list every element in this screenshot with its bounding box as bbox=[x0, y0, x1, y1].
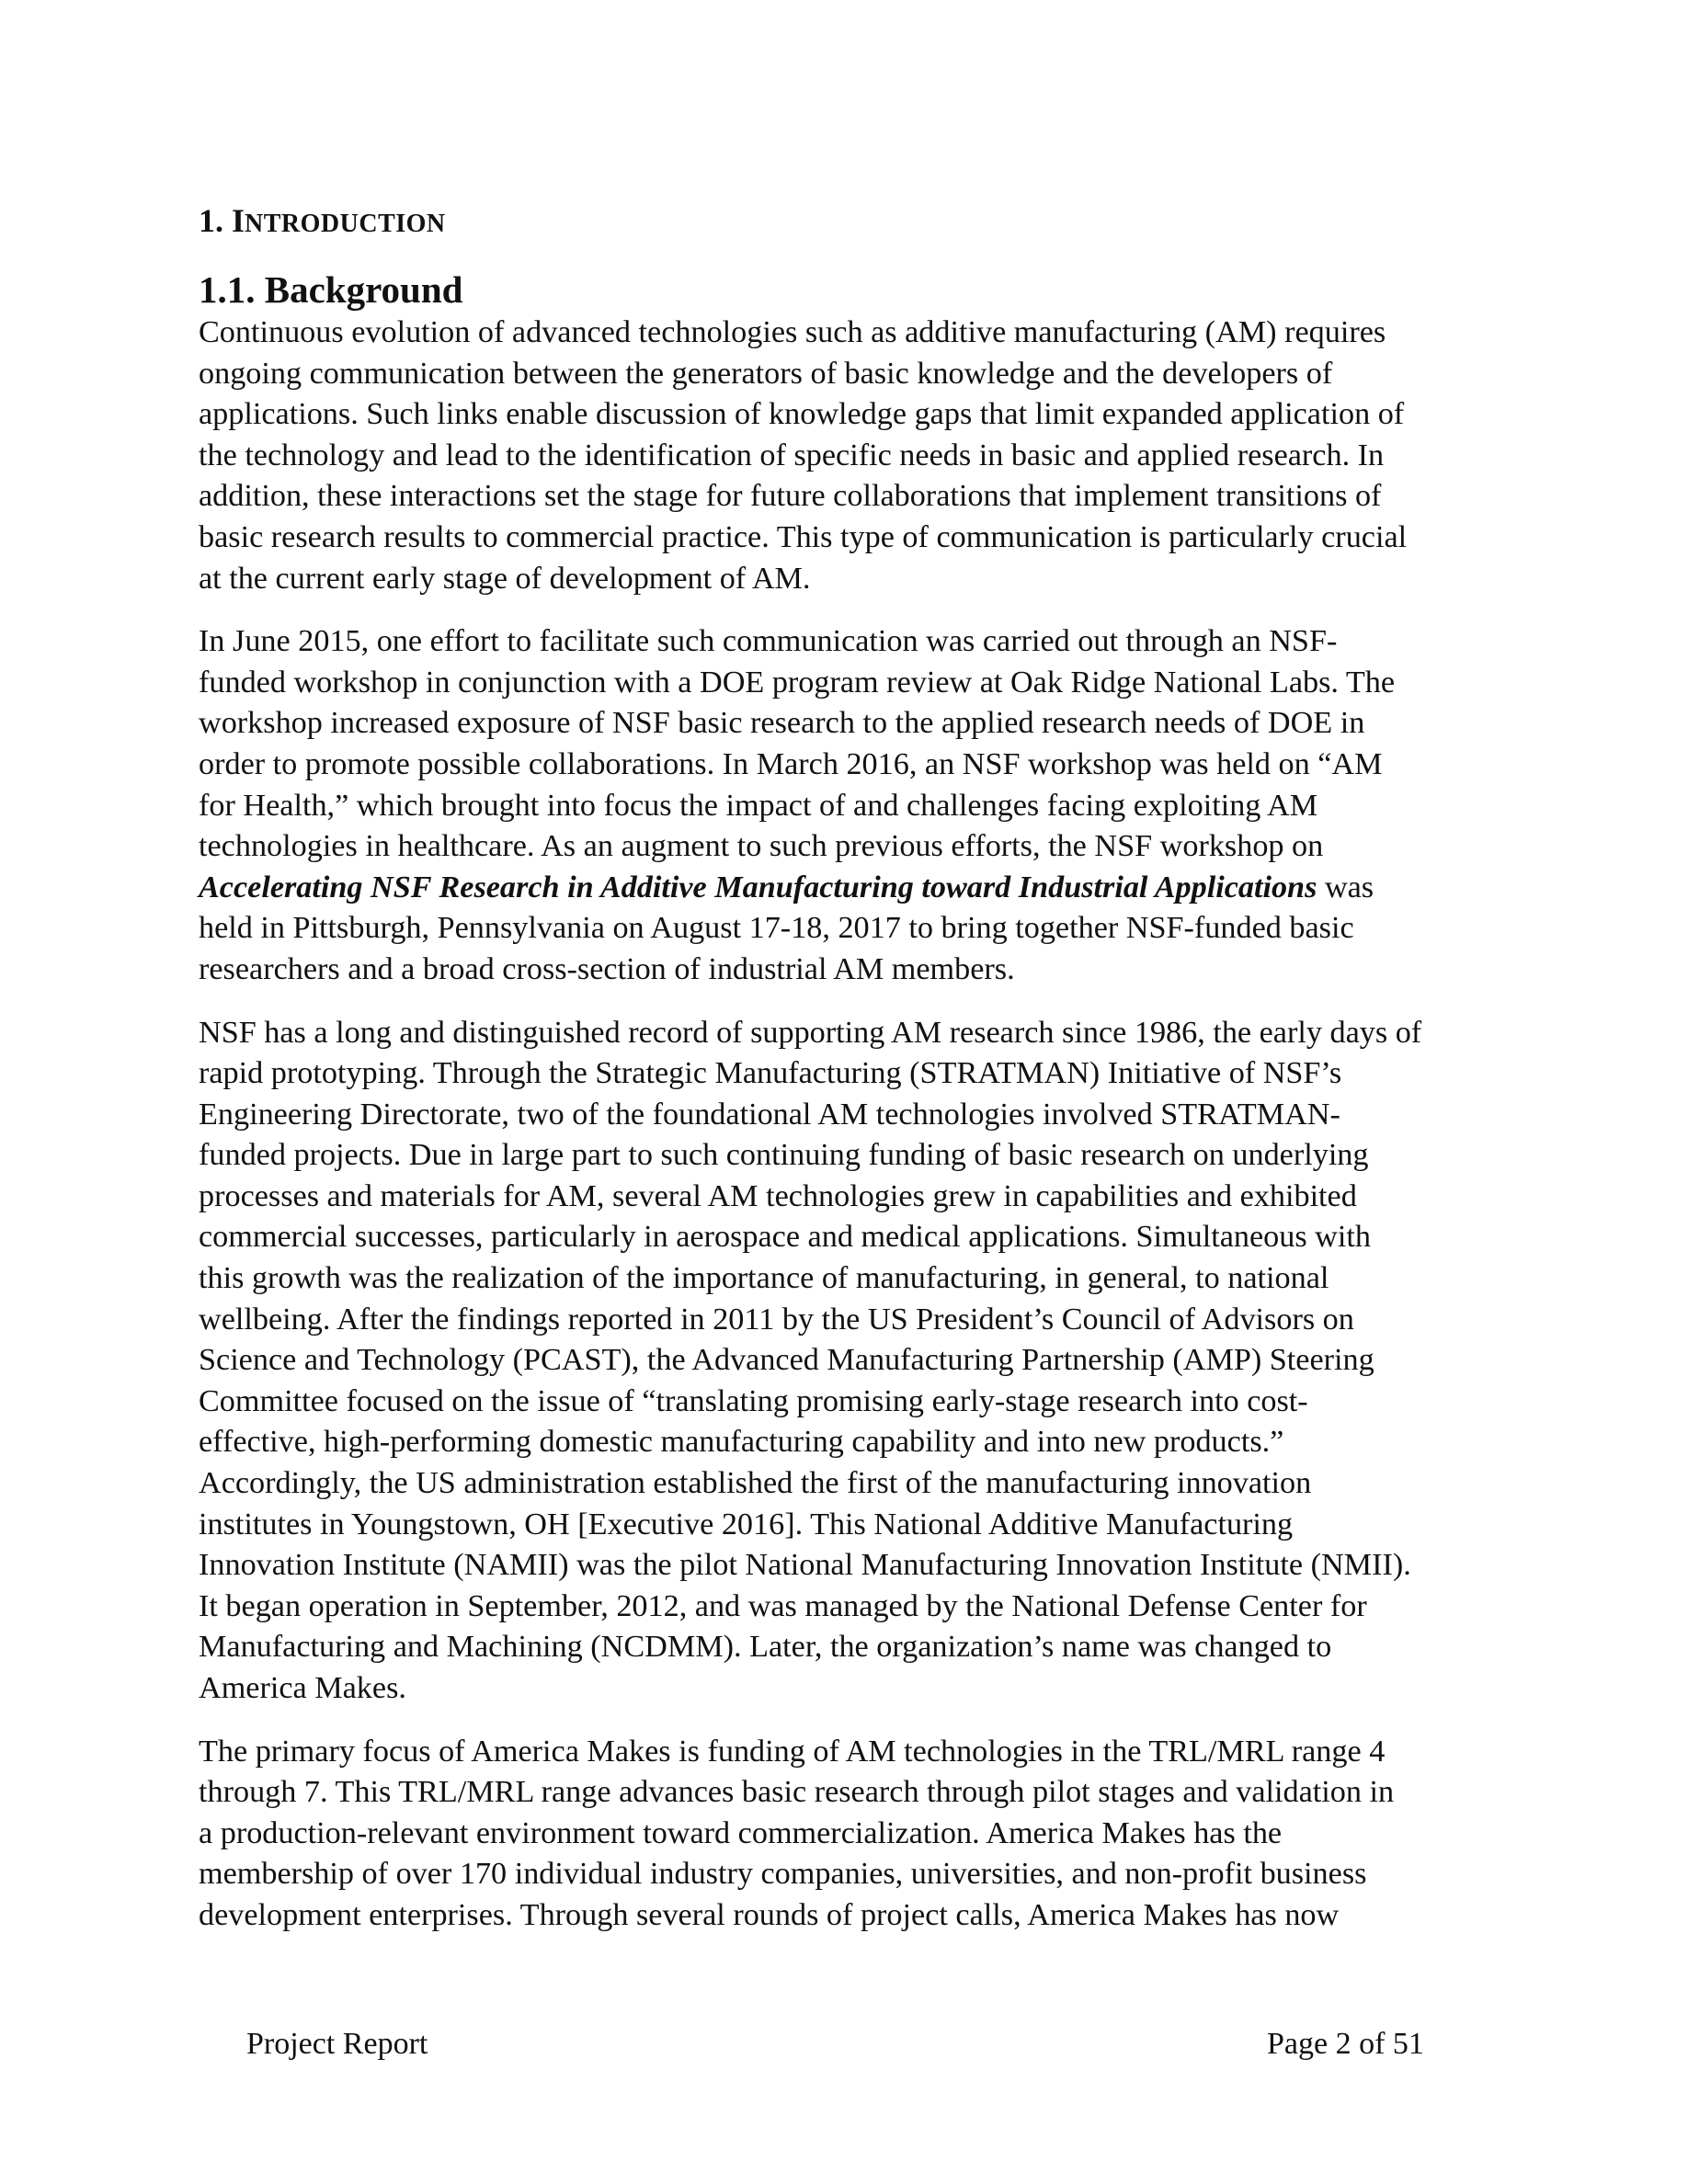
section-title-initial: I bbox=[232, 202, 245, 239]
paragraph-line: commercial successes, particularly in aerospace and medical applications. Simultaneous with bbox=[199, 1220, 1371, 1255]
paragraph-line: basic research results to commercial practice. This type of communication is particularly crucial bbox=[199, 519, 1408, 554]
paragraph-line: ongoing communication between the generators of basic knowledge and the developers of bbox=[199, 356, 1333, 391]
paragraph-line: held in Pittsburgh, Pennsylvania on August 17-18, 2017 to bring together NSF-funded basic bbox=[199, 911, 1354, 946]
paragraph-line: It began operation in September, 2012, and was managed by the National Defense Center for bbox=[199, 1588, 1367, 1623]
paragraph-line: In June 2015, one effort to facilitate such communication was carried out through an NSF- bbox=[199, 624, 1338, 659]
paragraph-line: funded projects. Due in large part to such continuing funding of basic research on underlying bbox=[199, 1138, 1369, 1173]
paragraph-line: rapid prototyping. Through the Strategic Manufacturing (STRATMAN) Initiative of NSF’s bbox=[199, 1056, 1342, 1091]
paragraph-line: development enterprises. Through several rounds of project calls, America Makes has now bbox=[199, 1897, 1340, 1932]
paragraph-1 bbox=[199, 313, 1495, 599]
paragraph-line: addition, these interactions set the stage for future collaborations that implement transitions of bbox=[199, 479, 1382, 514]
paragraph-line: Accordingly, the US administration established the first of the manufacturing innovation bbox=[199, 1466, 1312, 1501]
paragraph-line: researchers and a broad cross-section of industrial AM members. bbox=[199, 951, 1015, 986]
paragraph-line: at the current early stage of development of AM. bbox=[199, 561, 811, 596]
paragraph-line: wellbeing. After the findings reported in 2011 by the US President’s Council of Advisors on bbox=[199, 1302, 1354, 1337]
section-heading bbox=[199, 200, 1495, 245]
paragraph-line: America Makes. bbox=[199, 1671, 406, 1705]
paragraph-line: applications. Such links enable discussion of knowledge gaps that limit expanded application of bbox=[199, 397, 1405, 432]
paragraph-line: a production-relevant environment toward commercialization. America Makes has the bbox=[199, 1815, 1283, 1850]
section-number: 1. bbox=[199, 202, 223, 239]
paragraph-line: effective, high-performing domestic manufacturing capability and into new products.” bbox=[199, 1425, 1284, 1460]
paragraph-line: Science and Technology (PCAST), the Advanced Manufacturing Partnership (AMP) Steering bbox=[199, 1343, 1374, 1378]
paragraph-line: workshop increased exposure of NSF basic research to the applied research needs of DOE in bbox=[199, 706, 1365, 741]
workshop-title-emphasis: Accelerating NSF Research in Additive Manufacturing toward Industrial Applications bbox=[199, 870, 1317, 904]
paragraph-line: Manufacturing and Machining (NCDMM). Later, the organization’s name was changed to bbox=[199, 1630, 1332, 1665]
paragraph-line: The primary focus of America Makes is funding of AM technologies in the TRL/MRL range 4 bbox=[199, 1734, 1386, 1769]
subsection-heading: 1.1. Background bbox=[199, 268, 463, 311]
footer-report-title: Project Report bbox=[246, 2027, 428, 2061]
footer-page-number: Page 2 of 51 bbox=[1267, 2027, 1424, 2061]
paragraph-line: institutes in Youngstown, OH [Executive 2016]. This National Additive Manufacturing bbox=[199, 1507, 1294, 1541]
paragraph-line: through 7. This TRL/MRL range advances basic research through pilot stages and validation in bbox=[199, 1775, 1395, 1810]
paragraph-line: Committee focused on the issue of “translating promising early-stage research into cost- bbox=[199, 1383, 1308, 1418]
page-content bbox=[199, 200, 1495, 1959]
paragraph-line: this growth was the realization of the importance of manufacturing, in general, to national bbox=[199, 1261, 1329, 1296]
paragraph-line: Continuous evolution of advanced technologies such as additive manufacturing (AM) requires bbox=[199, 315, 1386, 349]
paragraph-line: order to promote possible collaborations. In March 2016, an NSF workshop was held on “AM bbox=[199, 746, 1383, 781]
paragraph-4 bbox=[199, 1732, 1495, 1937]
paragraph-line: funded workshop in conjunction with a DOE program review at Oak Ridge National Labs. The bbox=[199, 665, 1396, 700]
emphasis-tail: was bbox=[1317, 870, 1374, 904]
paragraph-line: membership of over 170 individual industry companies, universities, and non-profit business bbox=[199, 1857, 1367, 1892]
paragraph-line: technologies in healthcare. As an augment to such previous efforts, the NSF workshop on bbox=[199, 829, 1324, 864]
paragraph-line: processes and materials for AM, several AM technologies grew in capabilities and exhibited bbox=[199, 1178, 1357, 1213]
paragraph-line: the technology and lead to the identification of specific needs in basic and applied research. In bbox=[199, 438, 1385, 472]
paragraph-line: Engineering Directorate, two of the foundational AM technologies involved STRATMAN- bbox=[199, 1097, 1340, 1132]
paragraph-line: NSF has a long and distinguished record of supporting AM research since 1986, the early days of bbox=[199, 1015, 1422, 1050]
paragraph-line: for Health,” which brought into focus the impact of and challenges facing exploiting AM bbox=[199, 788, 1318, 823]
paragraph-line: Innovation Institute (NAMII) was the pilot National Manufacturing Innovation Institute (NMII). bbox=[199, 1548, 1411, 1583]
paragraph-line bbox=[199, 868, 1495, 909]
paragraph-2 bbox=[199, 621, 1495, 990]
section-title-rest: NTRODUCTION bbox=[245, 210, 446, 238]
paragraph-3 bbox=[199, 1013, 1495, 1710]
